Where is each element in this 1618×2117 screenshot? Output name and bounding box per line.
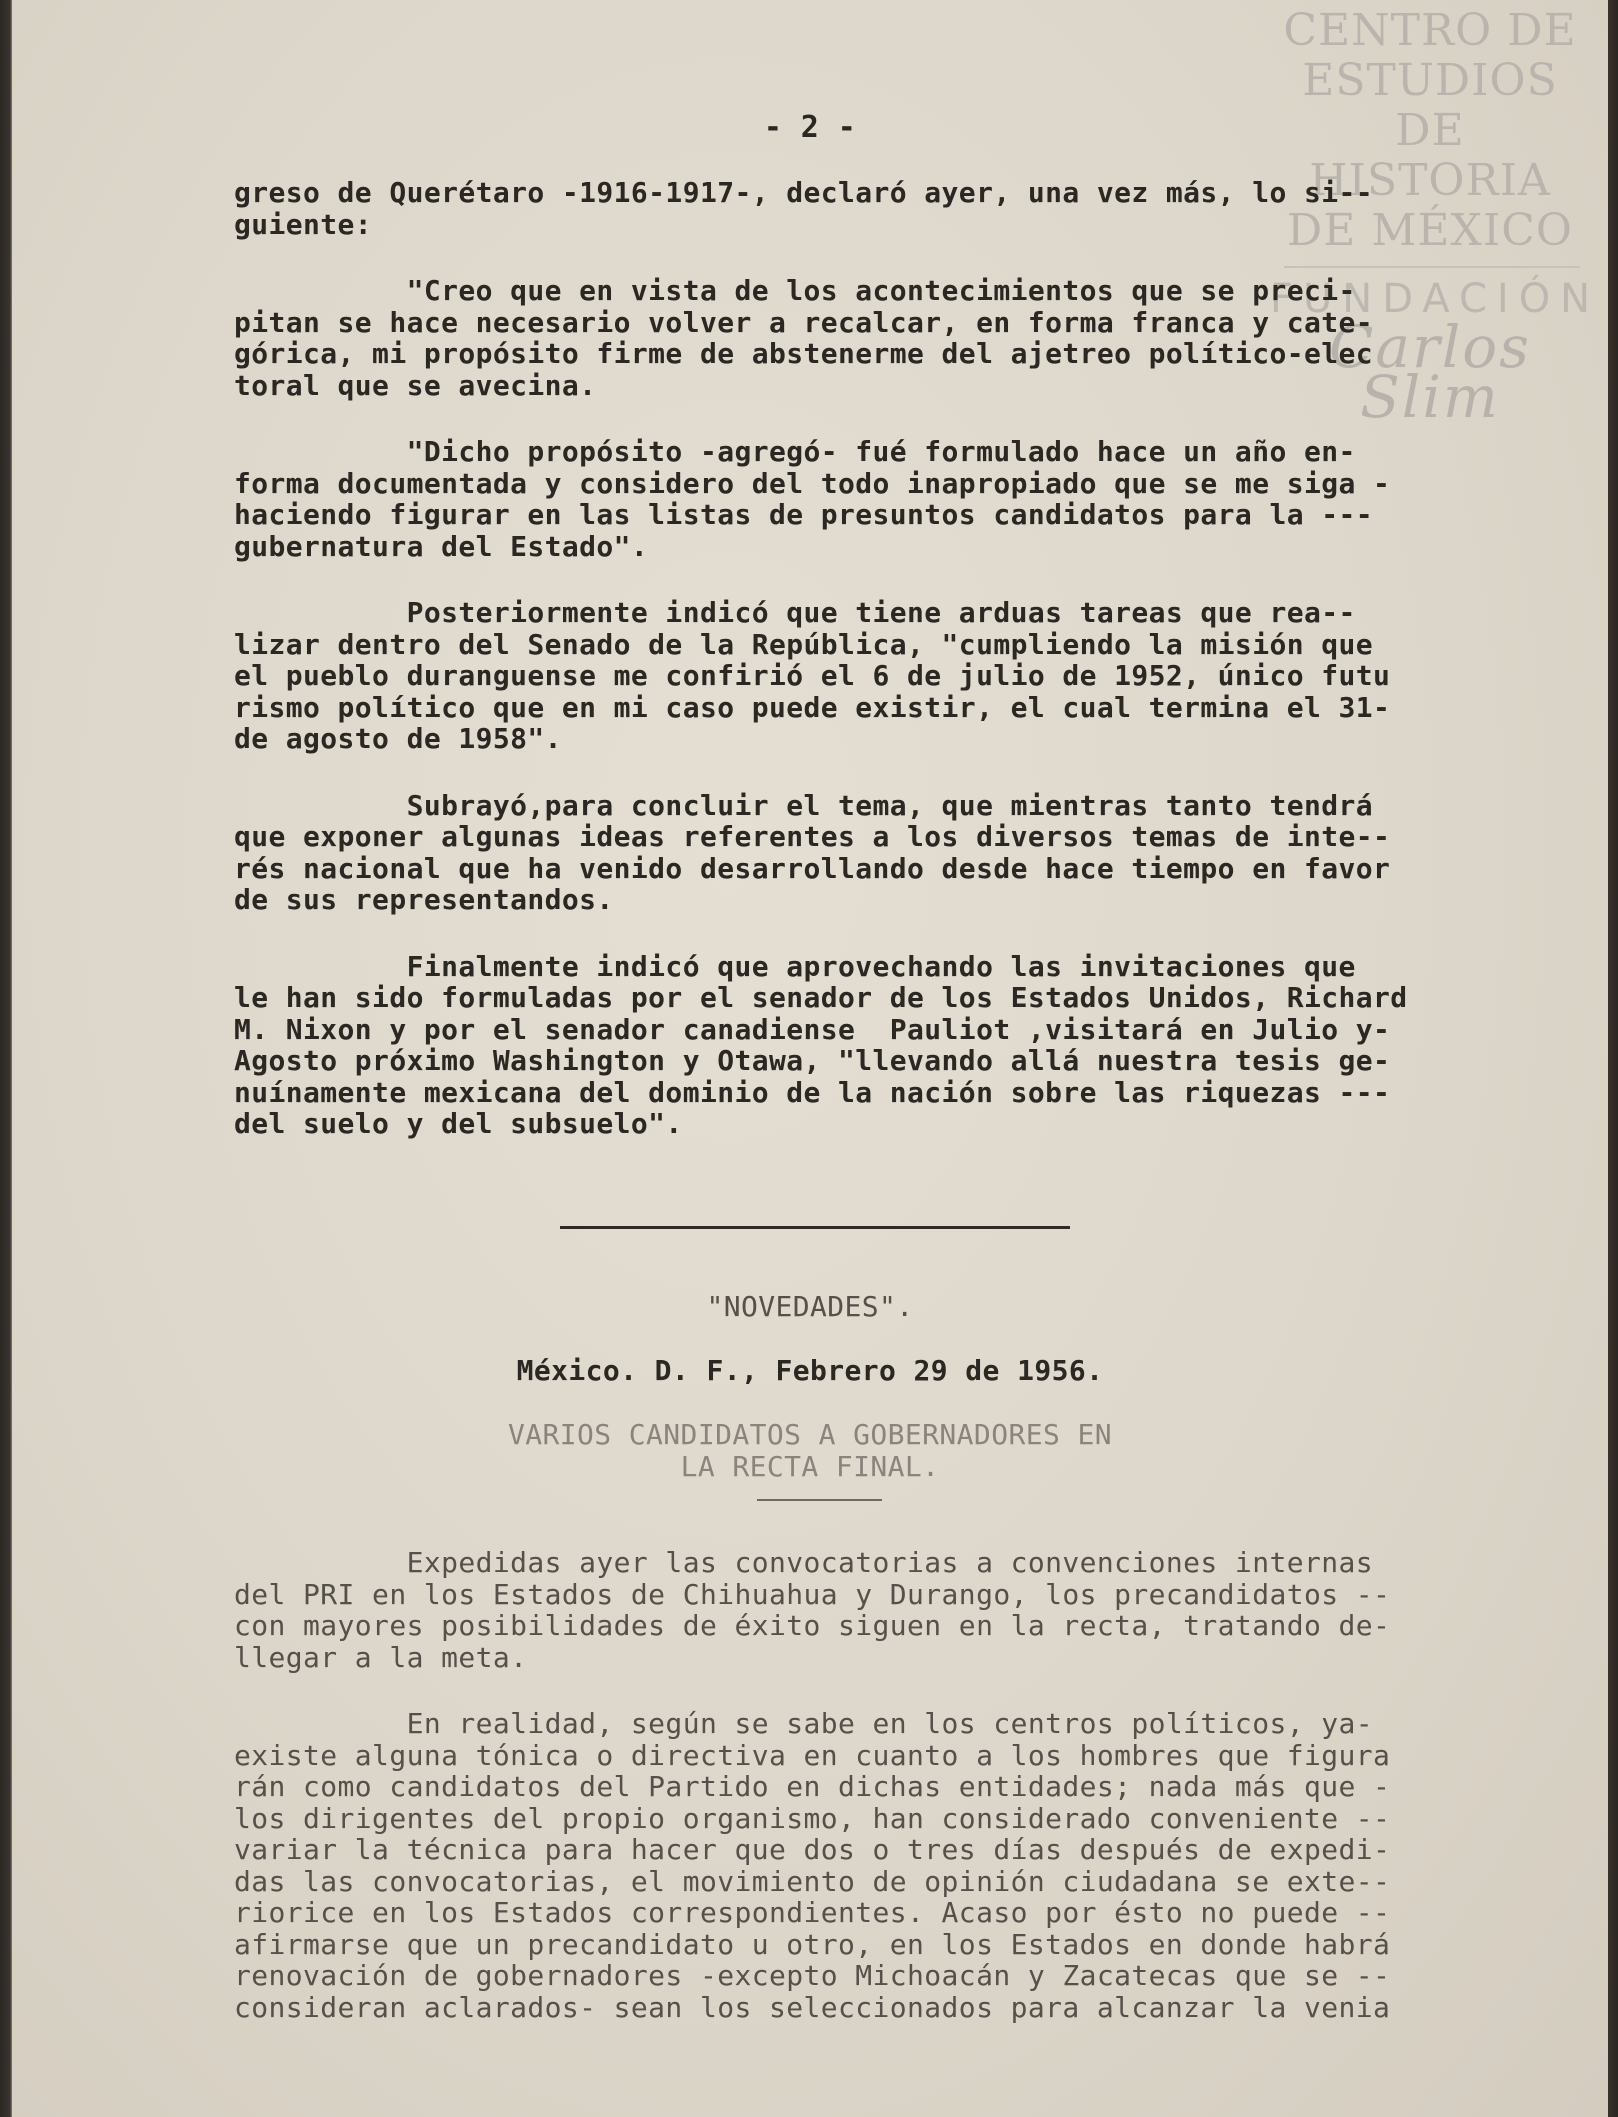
text-line: existe alguna tónica o directiva en cuanto a los hombres que figura (234, 1738, 1391, 1772)
source-name: "NOVEDADES". (706, 1290, 914, 1323)
text-line: pitan se hace necesario volver a recalcar, en forma franca y cate- (234, 305, 1373, 339)
text-line: greso de Querétaro -1916-1917-, declaró ayer, una vez más, lo si-- (234, 176, 1373, 209)
watermark-line: CENTRO DE (1283, 5, 1577, 56)
text-line: forma documentada y considero del todo inapropiado que se me siga - (234, 466, 1391, 500)
text-line: guiente: (234, 207, 373, 241)
typed-text-area (12, 0, 1608, 2117)
text-line: Posteriormente indicó que tiene arduas tareas que rea-- (234, 596, 1356, 629)
text-line: de agosto de 1958". (234, 722, 562, 755)
text-line: En realidad, según se sabe en los centros políticos, ya- (234, 1707, 1373, 1740)
text-line: rán como candidatos del Partido en dichas entidades; nada más que - (234, 1770, 1391, 1803)
text-line: toral que se avecina. (234, 368, 597, 402)
headline-underline (757, 1499, 882, 1501)
text-line: Finalmente indicó que aprovechando las invitaciones que (234, 949, 1356, 983)
text-line: variar la técnica para hacer que dos o tres días después de expedi- (234, 1833, 1391, 1866)
text-line: consideran aclarados- sean los seleccionados para alcanzar la venia (234, 1990, 1391, 2024)
text-line: nuínamente mexicana del dominio de la nación sobre las riquezas --- (234, 1075, 1391, 1109)
text-line: Expedidas ayer las convocatorias a convenciones internas (234, 1546, 1373, 1579)
watermark-line: DE HISTORIA (1309, 105, 1551, 206)
text-line: llegar a la meta. (234, 1640, 528, 1674)
text-line: Subrayó,para concluir el tema, que mientras tanto tendrá (234, 788, 1373, 822)
text-line: los dirigentes del propio organismo, han considerado conveniente -- (234, 1801, 1391, 1835)
text-line: le han sido formuladas por el senador de los Estados Unidos, Richard (234, 981, 1408, 1014)
headline-line: LA RECTA FINAL. (680, 1450, 940, 1483)
page-number: - 2 - (763, 110, 857, 145)
watermark-line: ESTUDIOS (1302, 55, 1558, 106)
text-line: del suelo y del subsuelo". (234, 1107, 683, 1140)
text-line: riorice en los Estados correspondientes. Acaso por ésto no puede -- (234, 1896, 1391, 1929)
text-line: rismo político que en mi caso puede existir, el cual termina el 31- (234, 690, 1391, 724)
text-line: Agosto próximo Washington y Otawa, "llevando allá nuestra tesis ge- (234, 1044, 1391, 1077)
text-line: con mayores posibilidades de éxito siguen en la recta, tratando de- (234, 1609, 1391, 1642)
text-line: lizar dentro del Senado de la República, "cumpliendo la misión que (234, 627, 1373, 661)
watermark-line: DE MÉXICO (1287, 205, 1573, 256)
section-divider (560, 1226, 1070, 1229)
watermark-fundacion: FUNDACIÓN (1270, 276, 1601, 322)
headline-line: VARIOS CANDIDATOS A GOBERNADORES EN (507, 1418, 1112, 1451)
text-line: renovación de gobernadores -excepto Michoacán y Zacatecas que se -- (234, 1959, 1391, 1992)
text-line: gubernatura del Estado". (234, 529, 649, 563)
document-page (12, 0, 1608, 2117)
text-line: das las convocatorias, el movimiento de opinión ciudadana se exte-- (234, 1864, 1391, 1898)
text-line: del PRI en los Estados de Chihuahua y Durango, los precandidatos -- (234, 1577, 1391, 1611)
text-line: górica, mi propósito firme de abstenerme del ajetreo político-elec (234, 337, 1373, 370)
text-line: el pueblo duranguense me confirió el 6 de julio de 1952, único futu (234, 659, 1391, 692)
watermark-signature: Carlos Slim (1329, 313, 1531, 431)
text-line: M. Nixon y por el senador canadiense Pauliot ,visitará en Julio y- (234, 1012, 1391, 1046)
text-line: afirmarse que un precandidato u otro, en los Estados en donde habrá (234, 1927, 1391, 1961)
text-line: haciendo figurar en las listas de presuntos candidatos para la --- (234, 498, 1373, 531)
dateline: México. D. F., Febrero 29 de 1956. (516, 1354, 1104, 1387)
text-line: que exponer algunas ideas referentes a los diversos temas de inte-- (234, 820, 1391, 853)
text-line: "Dicho propósito -agregó- fué formulado hace un año en- (234, 435, 1356, 468)
text-line: "Creo que en vista de los acontecimientos que se preci- (234, 274, 1356, 307)
text-line: de sus representandos. (234, 883, 614, 916)
text-line: rés nacional que ha venido desarrollando desde hace tiempo en favor (234, 851, 1391, 885)
